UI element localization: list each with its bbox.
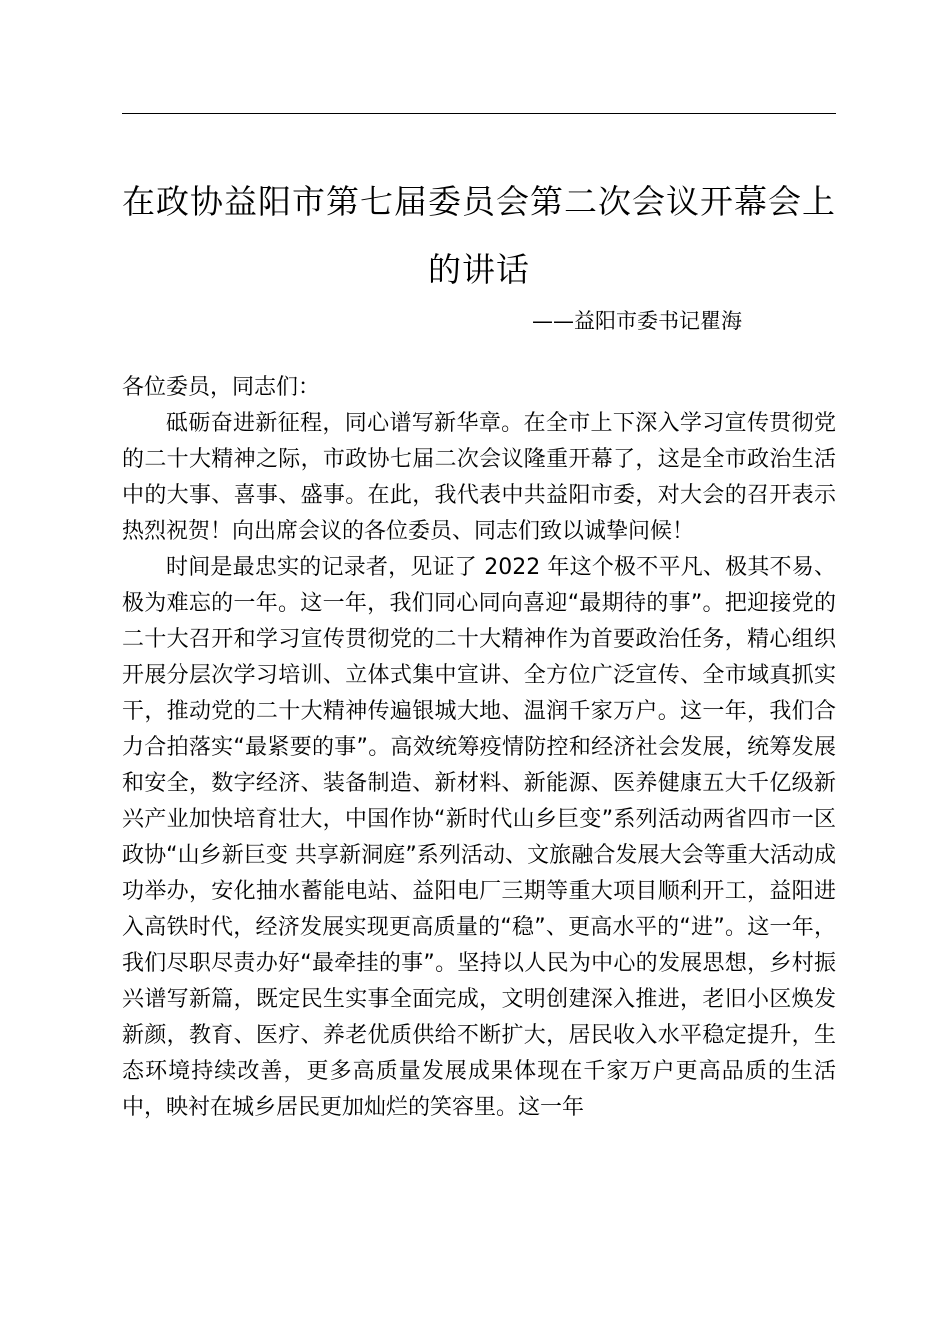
header-rule — [122, 113, 836, 114]
paragraph-2: 时间是最忠实的记录者，见证了 2022 年这个极不平凡、极其不易、极为难忘的一年。这一年，我们同心同向喜迎“最期待的事”。把迎接党的二十大召开和学习宣传贯彻党的二十大精神作为首要政治任务，精心组织开展分层次学习培训、立体式集中宣讲、全方位广泛宣传、全市域真抓实干，推动党的二十大精神传遍银城大地、温润千家万户。这一年，我们合力合拍落实“最紧要的事”。高效统筹疫情防控和经济社会发展，统筹发展和安全，数字经济、装备制造、新材料、新能源、医养健康五大千亿级新兴产业加快培育壮大，中国作协“新时代山乡巨变”系列活动两省四市一区政协“山乡新巨变 共享新洞庭”系列活动、文旅融合发展大会等重大活动成功举办，安化抽水蓄能电站、益阳电厂三期等重大项目顺利开工，益阳进入高铁时代，经济发展实现更高质量的“稳”、更高水平的“进”。这一年，我们尽职尽责办好“最牵挂的事”。坚持以人民为中心的发展思想，乡村振兴谱写新篇，既定民生实事全面完成，文明创建深入推进，老旧小区焕发新颜，教育、医疗、养老优质供给不断扩大，居民收入水平稳定提升，生态环境持续改善，更多高质量发展成果体现在千家万户更高品质的生活中，映衬在城乡居民更加灿烂的笑容里。这一年 — [122, 555, 836, 1120]
salutation: 各位委员，同志们： — [122, 375, 321, 400]
document-title: 在政协益阳市第七届委员会第二次会议开幕会上的讲话 — [122, 182, 836, 289]
document-body — [122, 370, 836, 1126]
document-byline: ——益阳市委书记瞿海 — [532, 309, 742, 333]
paragraph-1: 砥砺奋进新征程，同心谱写新华章。在全市上下深入学习宣传贯彻党的二十大精神之际，市政协七届二次会议隆重开幕了，这是全市政治生活中的大事、喜事、盛事。在此，我代表中共益阳市委，对大会的召开表示热烈祝贺！向出席会议的各位委员、同志们致以诚挚问候！ — [122, 411, 836, 544]
